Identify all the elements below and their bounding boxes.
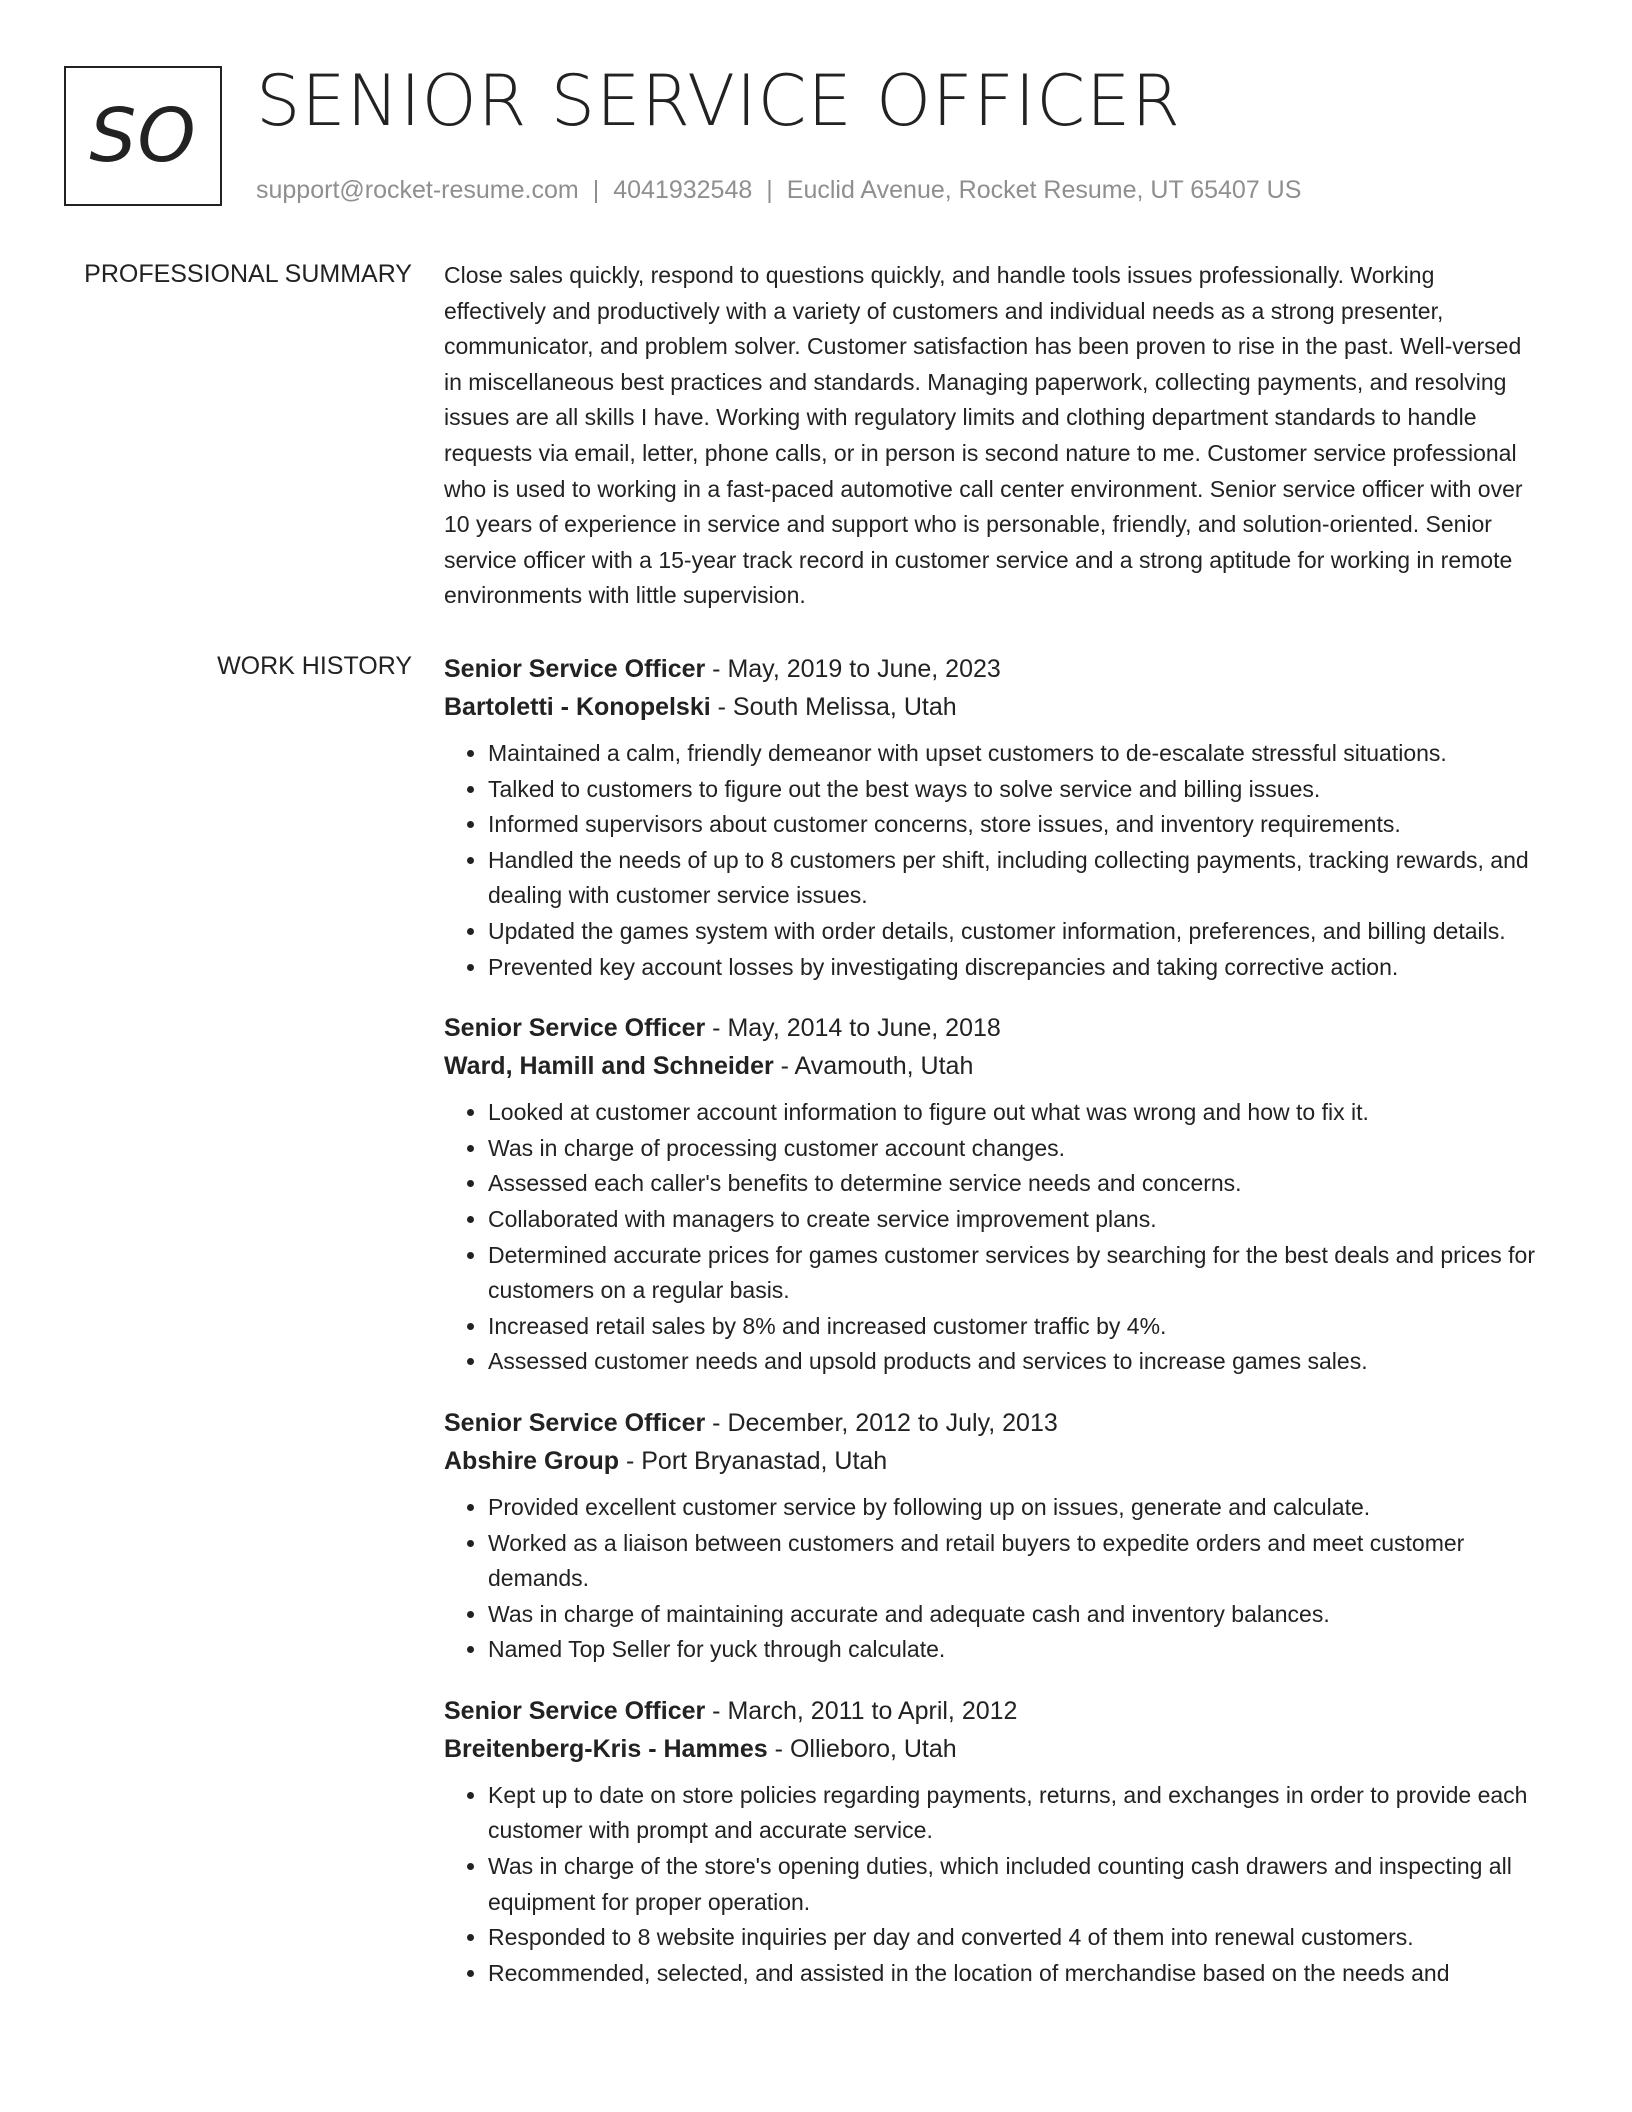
job-bullet: • Assessed customer needs and upsold products and services to increase games sales.	[488, 1344, 1564, 1380]
monogram-badge: SO	[64, 66, 222, 206]
job-bullet: • Determined accurate prices for games customer services by searching for the best deals and prices for customers on a regular basis.	[488, 1238, 1564, 1309]
job-bullet: • Provided excellent customer service by following up on issues, generate and calculate.	[488, 1490, 1564, 1526]
dash-separator: -	[705, 1696, 728, 1725]
job-location: Ollieboro, Utah	[789, 1734, 957, 1763]
job-company: Breitenberg-Kris - Hammes	[444, 1734, 768, 1763]
job-bullet: • Worked as a liaison between customers and retail buyers to expedite orders and meet customer demands.	[488, 1526, 1564, 1597]
job-company: Bartoletti - Konopelski	[444, 693, 711, 721]
job-bullet: • Handled the needs of up to 8 customers per shift, including collecting payments, tracking rewards, and dealing with customer service issues.	[488, 843, 1564, 914]
job-bullet: • Recommended, selected, and assisted in the location of merchandise based on the needs and	[488, 1956, 1564, 1992]
job-role: Senior Service Officer	[444, 655, 706, 683]
job-location: South Melissa, Utah	[732, 693, 957, 721]
dash-separator: -	[710, 693, 733, 721]
contact-separator: |	[592, 176, 600, 204]
dash-separator: -	[705, 655, 728, 683]
job-bullet: • Collaborated with managers to create service improvement plans.	[488, 1202, 1564, 1238]
job-location: Avamouth, Utah	[794, 1052, 974, 1081]
job-bullets	[444, 1778, 1564, 1992]
job-title-line	[444, 1009, 1564, 1047]
job-bullet: • Maintained a calm, friendly demeanor with upset customers to de-escalate stressful situations.	[488, 736, 1564, 772]
job-bullet: • Talked to customers to figure out the best ways to solve service and billing issues.	[488, 772, 1564, 808]
summary-text: Close sales quickly, respond to questions quickly, and handle tools issues professionally. Working effectively and productively with a variety of customers and individual needs as a strong presenter, communicator, and problem solver. Customer satisfaction has been proven to rise in the past. Well-versed in miscellaneous best practices and standards. Managing paperwork, collecting payments, and resolving issues are all skills I have. Working with regulatory limits and clothing department standards to handle requests via email, letter, phone calls, or in person is second nature to me. Customer service professional who is used to working in a fast-paced automotive call center environment. Senior service officer with over 10 years of experience in service and support who is personable, friendly, and solution-oriented. Senior service officer with a 15-year track record in customer service and a strong aptitude for working in remote environments with little supervision.	[444, 262, 1523, 609]
page-title: SENIOR SERVICE OFFICER	[256, 60, 1182, 142]
job-company: Abshire Group	[444, 1446, 620, 1475]
job-bullet: • Informed supervisors about customer concerns, store issues, and inventory requirements.	[488, 807, 1564, 843]
dash-separator: -	[773, 1052, 795, 1081]
job-company-line	[444, 1442, 1564, 1480]
job-role: Senior Service Officer	[444, 1408, 706, 1437]
job-bullet: • Kept up to date on store policies regarding payments, returns, and exchanges in order to provide each customer with prompt and accurate service.	[488, 1778, 1564, 1849]
job-bullet: • Updated the games system with order details, customer information, preferences, and billing details.	[488, 914, 1564, 950]
job-bullet: • Assessed each caller's benefits to determine service needs and concerns.	[488, 1166, 1564, 1202]
job-bullet: • Prevented key account losses by investigating discrepancies and taking corrective action.	[488, 950, 1564, 986]
job-bullets	[444, 1490, 1564, 1668]
work-history-heading: WORK HISTORY	[217, 652, 412, 680]
job-title-line	[444, 1692, 1564, 1730]
job-dates: May, 2014 to June, 2018	[727, 1014, 1001, 1043]
job-bullet: • Was in charge of the store's opening duties, which included counting cash drawers and inspecting all equipment for proper operation.	[488, 1849, 1564, 1920]
contact-phone[interactable]: 4041932548	[613, 176, 753, 204]
dash-separator: -	[619, 1446, 642, 1475]
job-role: Senior Service Officer	[444, 1014, 706, 1043]
dash-separator: -	[705, 1408, 728, 1437]
job-title-line	[444, 1404, 1564, 1442]
job-title-line	[444, 650, 1564, 688]
job-bullet: • Responded to 8 website inquiries per day and converted 4 of them into renewal customers.	[488, 1920, 1564, 1956]
contact-email[interactable]: support@rocket-resume.com	[256, 176, 579, 204]
job-dates: December, 2012 to July, 2013	[727, 1408, 1058, 1437]
job-bullet: • Was in charge of maintaining accurate and adequate cash and inventory balances.	[488, 1597, 1564, 1633]
summary-heading: PROFESSIONAL SUMMARY	[84, 260, 412, 288]
contact-address: Euclid Avenue, Rocket Resume, UT 65407 US	[786, 176, 1302, 204]
job-company-line	[444, 1730, 1564, 1768]
dash-separator: -	[767, 1734, 790, 1763]
dash-separator: -	[705, 1014, 728, 1043]
job-bullet: • Named Top Seller for yuck through calculate.	[488, 1632, 1564, 1668]
contact-line	[256, 174, 1301, 206]
job-entry	[444, 1009, 1564, 1380]
job-company: Ward, Hamill and Schneider	[444, 1052, 774, 1081]
job-bullet: • Increased retail sales by 8% and increased customer traffic by 4%.	[488, 1309, 1564, 1345]
job-entry	[444, 650, 1564, 985]
job-company-line	[444, 688, 1564, 726]
job-entry	[444, 1404, 1564, 1668]
work-history-list	[444, 650, 1564, 2015]
job-bullets	[444, 1095, 1564, 1380]
job-entry	[444, 1692, 1564, 1992]
job-company-line	[444, 1047, 1564, 1085]
job-role: Senior Service Officer	[444, 1696, 706, 1725]
contact-separator: |	[766, 176, 773, 204]
job-bullet: • Looked at customer account information to figure out what was wrong and how to fix it.	[488, 1095, 1564, 1131]
job-dates: May, 2019 to June, 2023	[727, 655, 1001, 683]
job-bullets	[444, 736, 1564, 985]
job-location: Port Bryanastad, Utah	[641, 1446, 888, 1475]
job-dates: March, 2011 to April, 2012	[727, 1696, 1018, 1725]
job-bullet: • Was in charge of processing customer account changes.	[488, 1131, 1564, 1167]
